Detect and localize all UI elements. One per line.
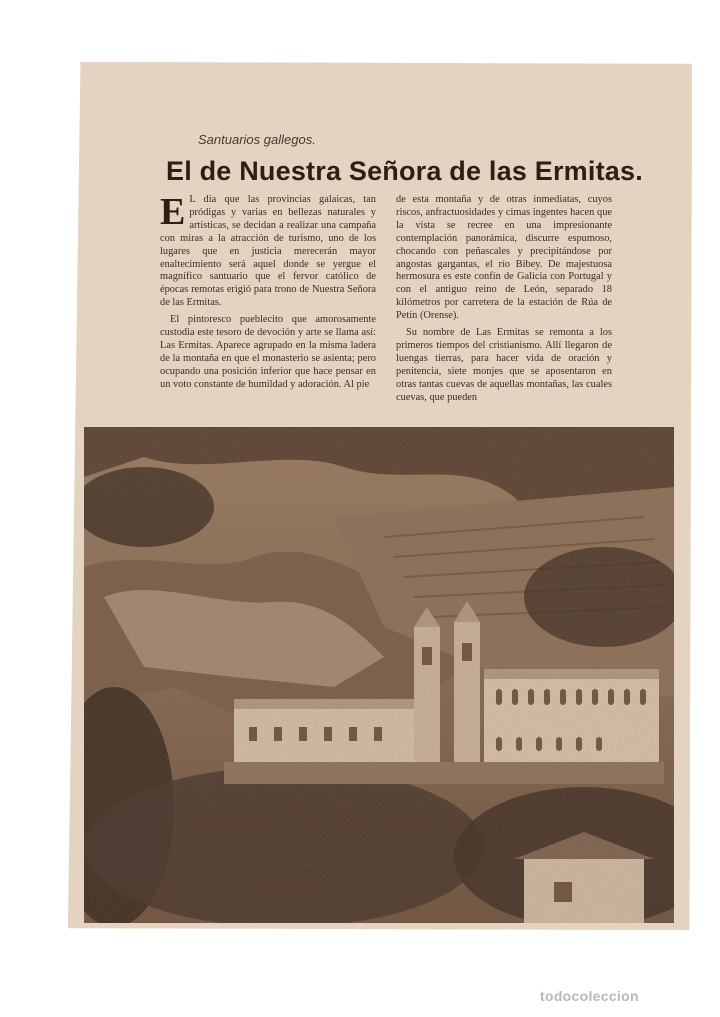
paragraph <box>160 194 376 310</box>
article-column-right <box>396 194 612 418</box>
article-column-left <box>160 194 376 418</box>
paragraph-text: L día que las provincias galaicas, tan pródigas y varias en bellezas naturales y artísticas, se decidan a realizar una campaña con miras a la atracción de turismo, uno de los lugares que en justicia merecerán mayor enaltecimiento será aquel donde se yergue el magnífico santuario que el fervor católico de épocas remotas erigió para trono de Nuestra Señora de las Ermitas. <box>160 194 376 309</box>
article-body <box>160 194 612 418</box>
sanctuary-photo <box>84 427 674 923</box>
section-kicker: Santuarios gallegos. <box>198 132 316 147</box>
paragraph: Su nombre de Las Ermitas se remonta a los primeros tiempos del cristianismo. Allí llegaron de luengas tierras, para hacer vida de oración y penitencia, siete monjes que se aposentaron en otras tantas cuevas de aquellas montañas, las cuales cuevas, que pueden <box>396 327 612 403</box>
watermark: todocoleccion <box>540 988 639 1004</box>
drop-cap: E <box>160 194 186 233</box>
article-title: El de Nuestra Señora de las Ermitas. <box>166 156 643 186</box>
paragraph: El pintoresco pueblecito que amorosamente custodia este tesoro de devoción y arte se llama así: Las Ermitas. Aparece agrupado en la misma ladera de la montaña en que el monasterio se asienta; pero ocupando una posición inferior que hace pensar en un voto constante de humildad y adoración. Al pie <box>160 314 376 390</box>
paragraph: de esta montaña y de otras inmediatas, cuyos riscos, anfractuosidades y cimas ingentes hacen que la vista se recree en una impresionante contemplación panorámica, discurre espumoso, chocando con peñascales y precipitándose por angostas gargantas, el río Bibey. De majestuosa hermosura es este confín de Galicia con Portugal y con el antiguo reino de León, separado 18 kilómetros por carretera de la estación de Rúa de Petín (Orense). <box>396 194 612 322</box>
